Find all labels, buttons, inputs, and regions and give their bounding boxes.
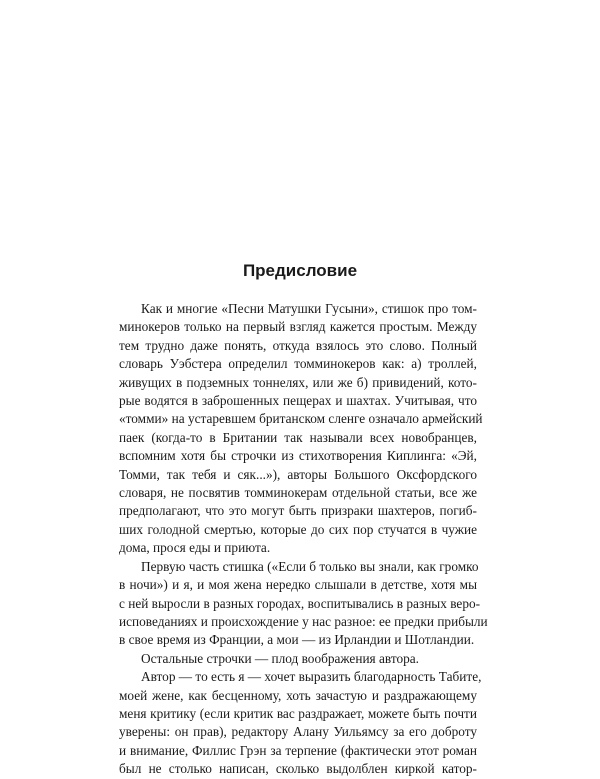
text-line: живущих в подземных тоннелях, или же б) привидений, кото- [119,374,477,390]
text-line: словаря, не посвятив томминокерам отдельной статьи, все же [119,485,477,501]
text-line: ших голодной смертью, которые до сих пор стучатся в чужие [119,521,477,537]
text-line: дома, прося еды и приюта. [119,540,271,556]
body-text [119,300,488,779]
page-title: Предисловие [242,261,358,280]
text-line: Первую часть стишка («Если б только вы знали, как громко [141,558,479,574]
text-line: тем трудно даже понять, откуда взялось это слово. Полный [119,337,477,353]
text-line: уверены: он прав), редактору Алану Уильямсу за его доброту [119,724,477,740]
text-line: паек (когда-то в Британии так называли всех новобранцев, [119,429,477,445]
text-line: моей жене, как бесценному, хоть зачастую и раздражающему [119,687,477,703]
text-line: меня критику (если критик вас раздражает, можете быть почти [119,705,477,721]
text-line: исповеданиях и происхождение у нас разное: ее предки прибыли [119,613,488,629]
text-line: с ней выросли в разных городах, воспитывались в разных веро- [119,595,481,611]
text-line: предполагают, что это могут быть призраки шахтеров, погиб- [119,503,477,519]
text-line: рые водятся в заброшенных пещерах и шахтах. Учитывая, что [119,393,477,409]
text-line: и внимание, Филлис Грэн за терпение (фактически этот роман [119,742,477,758]
text-line: Как и многие «Песни Матушки Гусыни», стишок про том- [141,301,477,316]
text-line: Остальные строчки — плод воображения автора. [141,650,420,666]
text-line: Томми, так тебя и сяк...»), авторы Большого Оксфордского [119,466,477,482]
text-line: Автор — то есть я — хочет выразить благодарность Табите, [141,669,482,685]
text-line: был не столько написан, сколько выдолблен киркой катор- [119,761,477,777]
text-line: в ночи») и я, и моя жена нередко слышали в детстве, хотя мы [119,577,477,593]
text-line: «томми» на устаревшем британском сленге означало армейский [119,411,483,427]
text-line: вспомним хотя бы строчки из стихотворения Киплинга: «Эй, [119,448,477,464]
text-line: словарь Уэбстера определил томминокеров как: а) троллей, [119,356,477,372]
text-line: минокеров только на первый взгляд кажется простым. Между [119,319,477,335]
text-line: в свое время из Франции, а мои — из Ирландии и Шотландии. [119,632,475,648]
